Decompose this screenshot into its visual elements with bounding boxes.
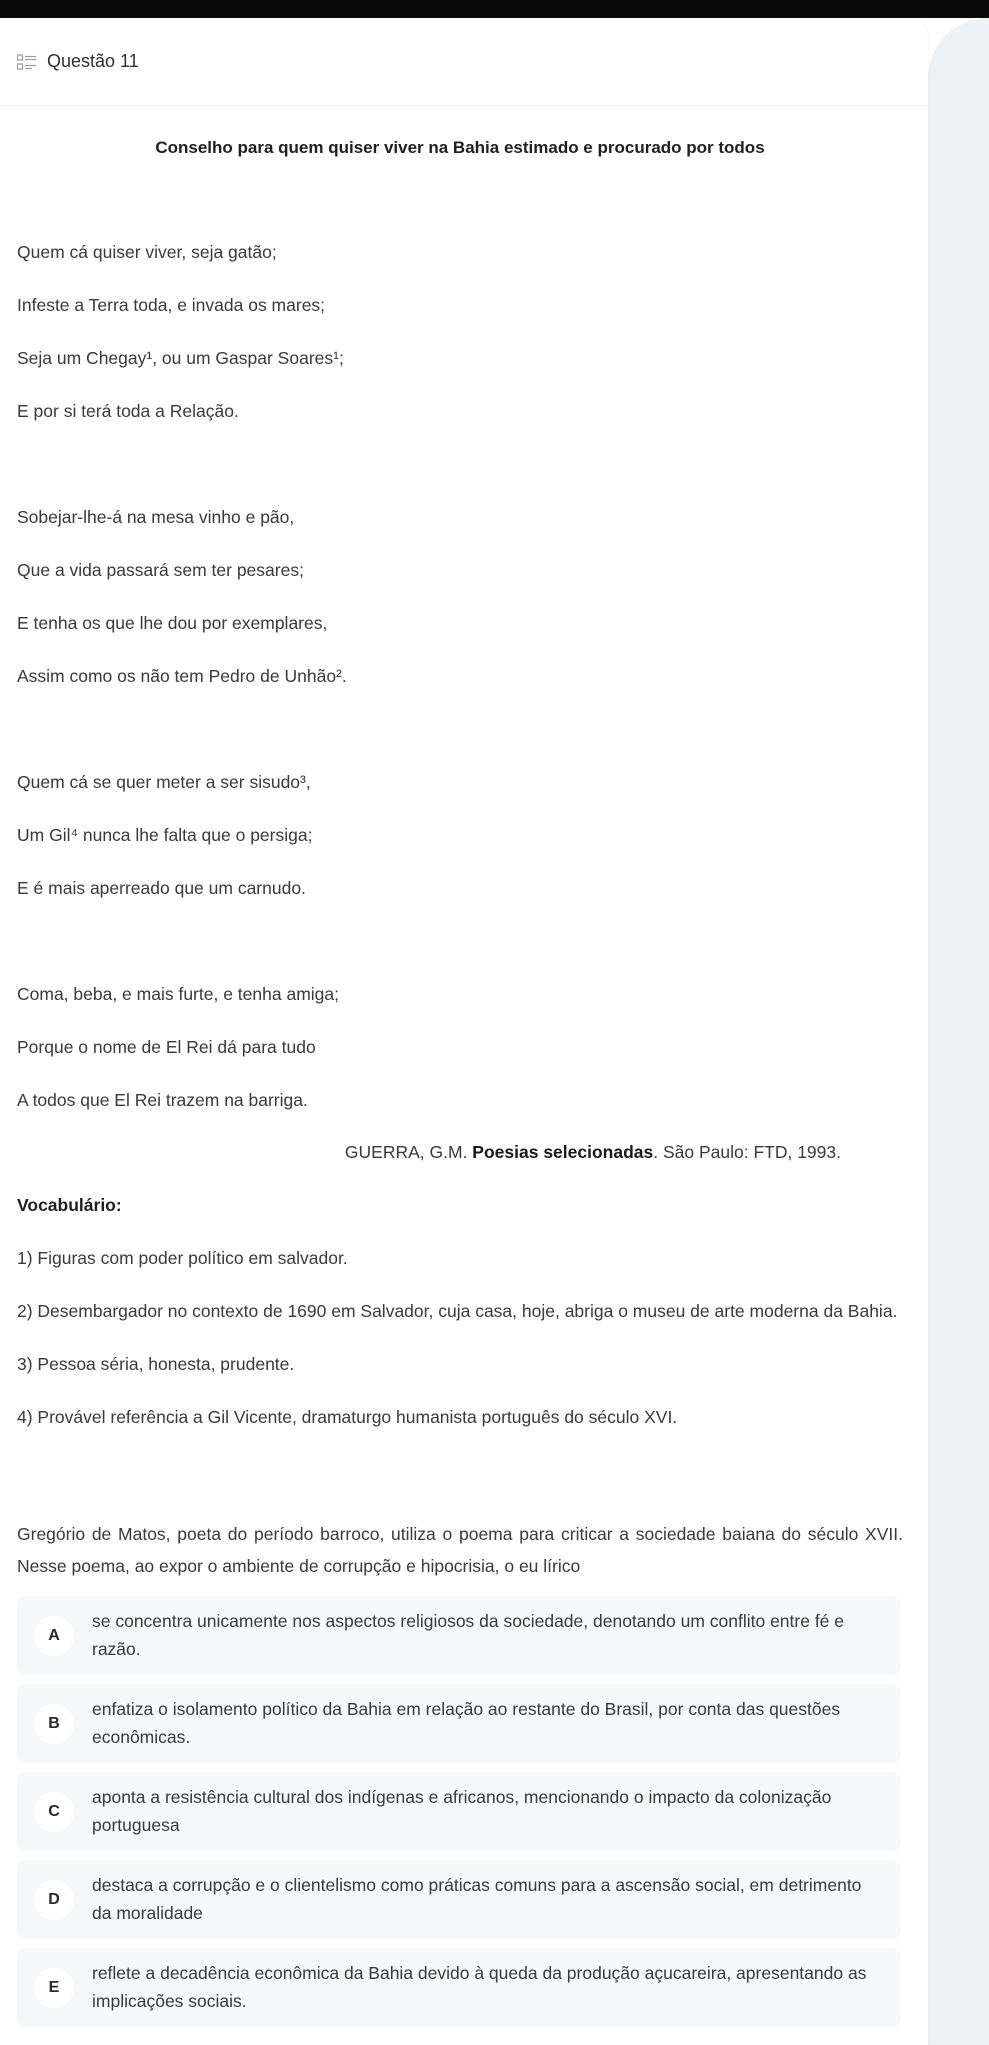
poem-line: Coma, beba, e mais furte, e tenha amiga; xyxy=(17,984,339,1004)
option-text: destaca a corrupção e o clientelismo como práticas comuns para a ascensão social, em detrimento da moralidade xyxy=(92,1875,862,1923)
option-d[interactable] xyxy=(17,1860,901,1939)
top-strip xyxy=(0,0,989,18)
citation-publisher: . São Paulo: FTD, 1993. xyxy=(653,1142,841,1162)
poem-line: E por si terá toda a Relação. xyxy=(17,401,239,421)
question-statement: Gregório de Matos, poeta do período barroco, utiliza o poema para criticar a sociedade baiana do século XVII. Nesse poema, ao expor o ambiente de corrupção e hipocrisia, o eu lírico xyxy=(17,1524,903,1576)
poem-line: Um Gil⁴ nunca lhe falta que o persiga; xyxy=(17,825,313,845)
vocabulary-item: 1) Figuras com poder político em salvador. xyxy=(17,1248,348,1268)
list-icon xyxy=(17,54,37,70)
background-panel xyxy=(928,18,989,2045)
poem-title: Conselho para quem quiser viver na Bahia estimado e procurado por todos xyxy=(155,138,765,157)
option-letter: B xyxy=(34,1704,74,1744)
poem-line: Assim como os não tem Pedro de Unhão². xyxy=(17,666,347,686)
vocabulary-item: 3) Pessoa séria, honesta, prudente. xyxy=(17,1354,295,1374)
question-card xyxy=(0,18,928,2045)
vocabulary-heading: Vocabulário: xyxy=(17,1195,122,1215)
citation-book: Poesias selecionadas xyxy=(472,1142,654,1162)
option-text: aponta a resistência cultural dos indígenas e africanos, mencionando o impacto da colonização portuguesa xyxy=(92,1787,832,1835)
option-b[interactable] xyxy=(17,1684,901,1763)
poem-line: Quem cá quiser viver, seja gatão; xyxy=(17,242,277,262)
poem-line: Sobejar-lhe-á na mesa vinho e pão, xyxy=(17,507,295,527)
option-letter: C xyxy=(34,1792,74,1832)
question-number: Questão 11 xyxy=(47,51,139,71)
option-a[interactable] xyxy=(17,1596,901,1675)
option-letter: D xyxy=(34,1880,74,1920)
source-citation xyxy=(345,1142,841,1163)
poem-line: E é mais aperreado que um carnudo. xyxy=(17,878,306,898)
option-text: enfatiza o isolamento político da Bahia em relação ao restante do Brasil, por conta das questões econômicas. xyxy=(92,1699,841,1747)
poem-line: Quem cá se quer meter a ser sisudo³, xyxy=(17,772,311,792)
poem-line: Que a vida passará sem ter pesares; xyxy=(17,560,304,580)
option-letter: E xyxy=(34,1968,74,2008)
option-c[interactable] xyxy=(17,1772,901,1851)
poem-line: Seja um Chegay¹, ou um Gaspar Soares¹; xyxy=(17,348,344,368)
poem-line: Porque o nome de El Rei dá para tudo xyxy=(17,1037,316,1057)
poem-line: Infeste a Terra toda, e invada os mares; xyxy=(17,295,326,315)
citation-author: GUERRA, G.M. xyxy=(344,1142,473,1162)
poem-line: A todos que El Rei trazem na barriga. xyxy=(17,1090,308,1110)
vocabulary-item: 4) Provável referência a Gil Vicente, dramaturgo humanista português do século XVI. xyxy=(17,1407,678,1427)
poem-line: E tenha os que lhe dou por exemplares, xyxy=(17,613,328,633)
option-letter: A xyxy=(34,1616,74,1656)
option-text: reflete a decadência econômica da Bahia devido à queda da produção açucareira, apresentando as implicações sociais. xyxy=(92,1963,867,2011)
question-header xyxy=(0,18,928,106)
option-e[interactable] xyxy=(17,1948,901,2027)
option-text: se concentra unicamente nos aspectos religiosos da sociedade, denotando um conflito entre fé e razão. xyxy=(92,1611,845,1659)
vocabulary-item: 2) Desembargador no contexto de 1690 em Salvador, cuja casa, hoje, abriga o museu de arte moderna da Bahia. xyxy=(17,1301,898,1321)
